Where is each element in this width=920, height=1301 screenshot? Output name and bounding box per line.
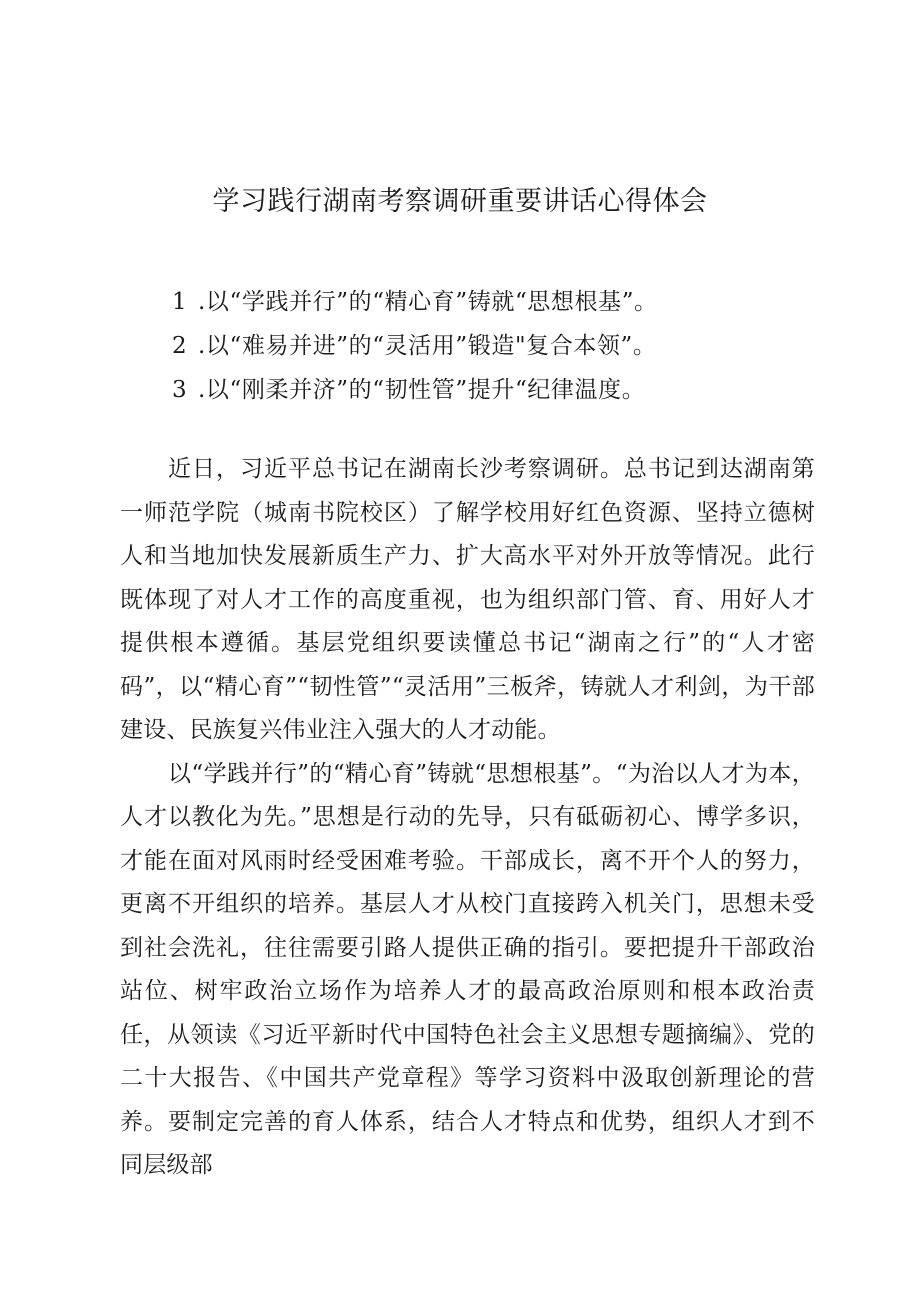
outline-text: .以“难易并进”的“灵活用”锻造"复合本领”。	[198, 333, 657, 359]
outline-text: .以“刚柔并济”的“韧性管”提升“纪律温度。	[198, 377, 646, 403]
outline-number: 2	[172, 333, 188, 359]
document-title: 学习践行湖南考察调研重要讲话心得体会	[212, 186, 708, 217]
document-body	[120, 448, 815, 1188]
outline-item	[172, 368, 812, 412]
outline-list	[172, 280, 812, 412]
outline-item	[172, 324, 812, 368]
body-paragraph: 近日，习近平总书记在湖南长沙考察调研。总书记到达湖南第一师范学院（城南书院校区）了解学校用好红色资源、坚持立德树人和当地加快发展新质生产力、扩大高水平对外开放等情况。此行既体现了对人才工作的高度重视，也为组织部门管、育、用好人才提供根本遵循。基层党组织要读懂总书记“湖南之行”的“人才密码”，以“精心育”“韧性管”“灵活用”三板斧，铸就人才利剑，为干部建设、民族复兴伟业注入强大的人才动能。	[120, 456, 815, 743]
outline-number: 1	[172, 289, 188, 315]
body-paragraph: 以“学践并行”的“精心育”铸就“思想根基”。“为治以人才为本，人才以教化为先。”思想是行动的先导，只有砥砺初心、博学多识，才能在面对风雨时经受困难考验。干部成长，离不开个人的努力，更离不开组织的培养。基层人才从校门直接跨入机关门，思想未受到社会洗礼，往往需要引路人提供正确的指引。要把提升干部政治站位、树牢政治立场作为培养人才的最高政治原则和根本政治责任，从领读《习近平新时代中国特色社会主义思想专题摘编》、党的二十大报告、《中国共产党章程》等学习资料中汲取创新理论的营养。要制定完善的育人体系，结合人才特点和优势，组织人才到不同层级部	[120, 760, 815, 1178]
outline-item	[172, 280, 812, 324]
outline-text: .以“学践并行”的“精心育”铸就“思想根基”。	[198, 289, 658, 315]
outline-number: 3	[172, 377, 188, 403]
